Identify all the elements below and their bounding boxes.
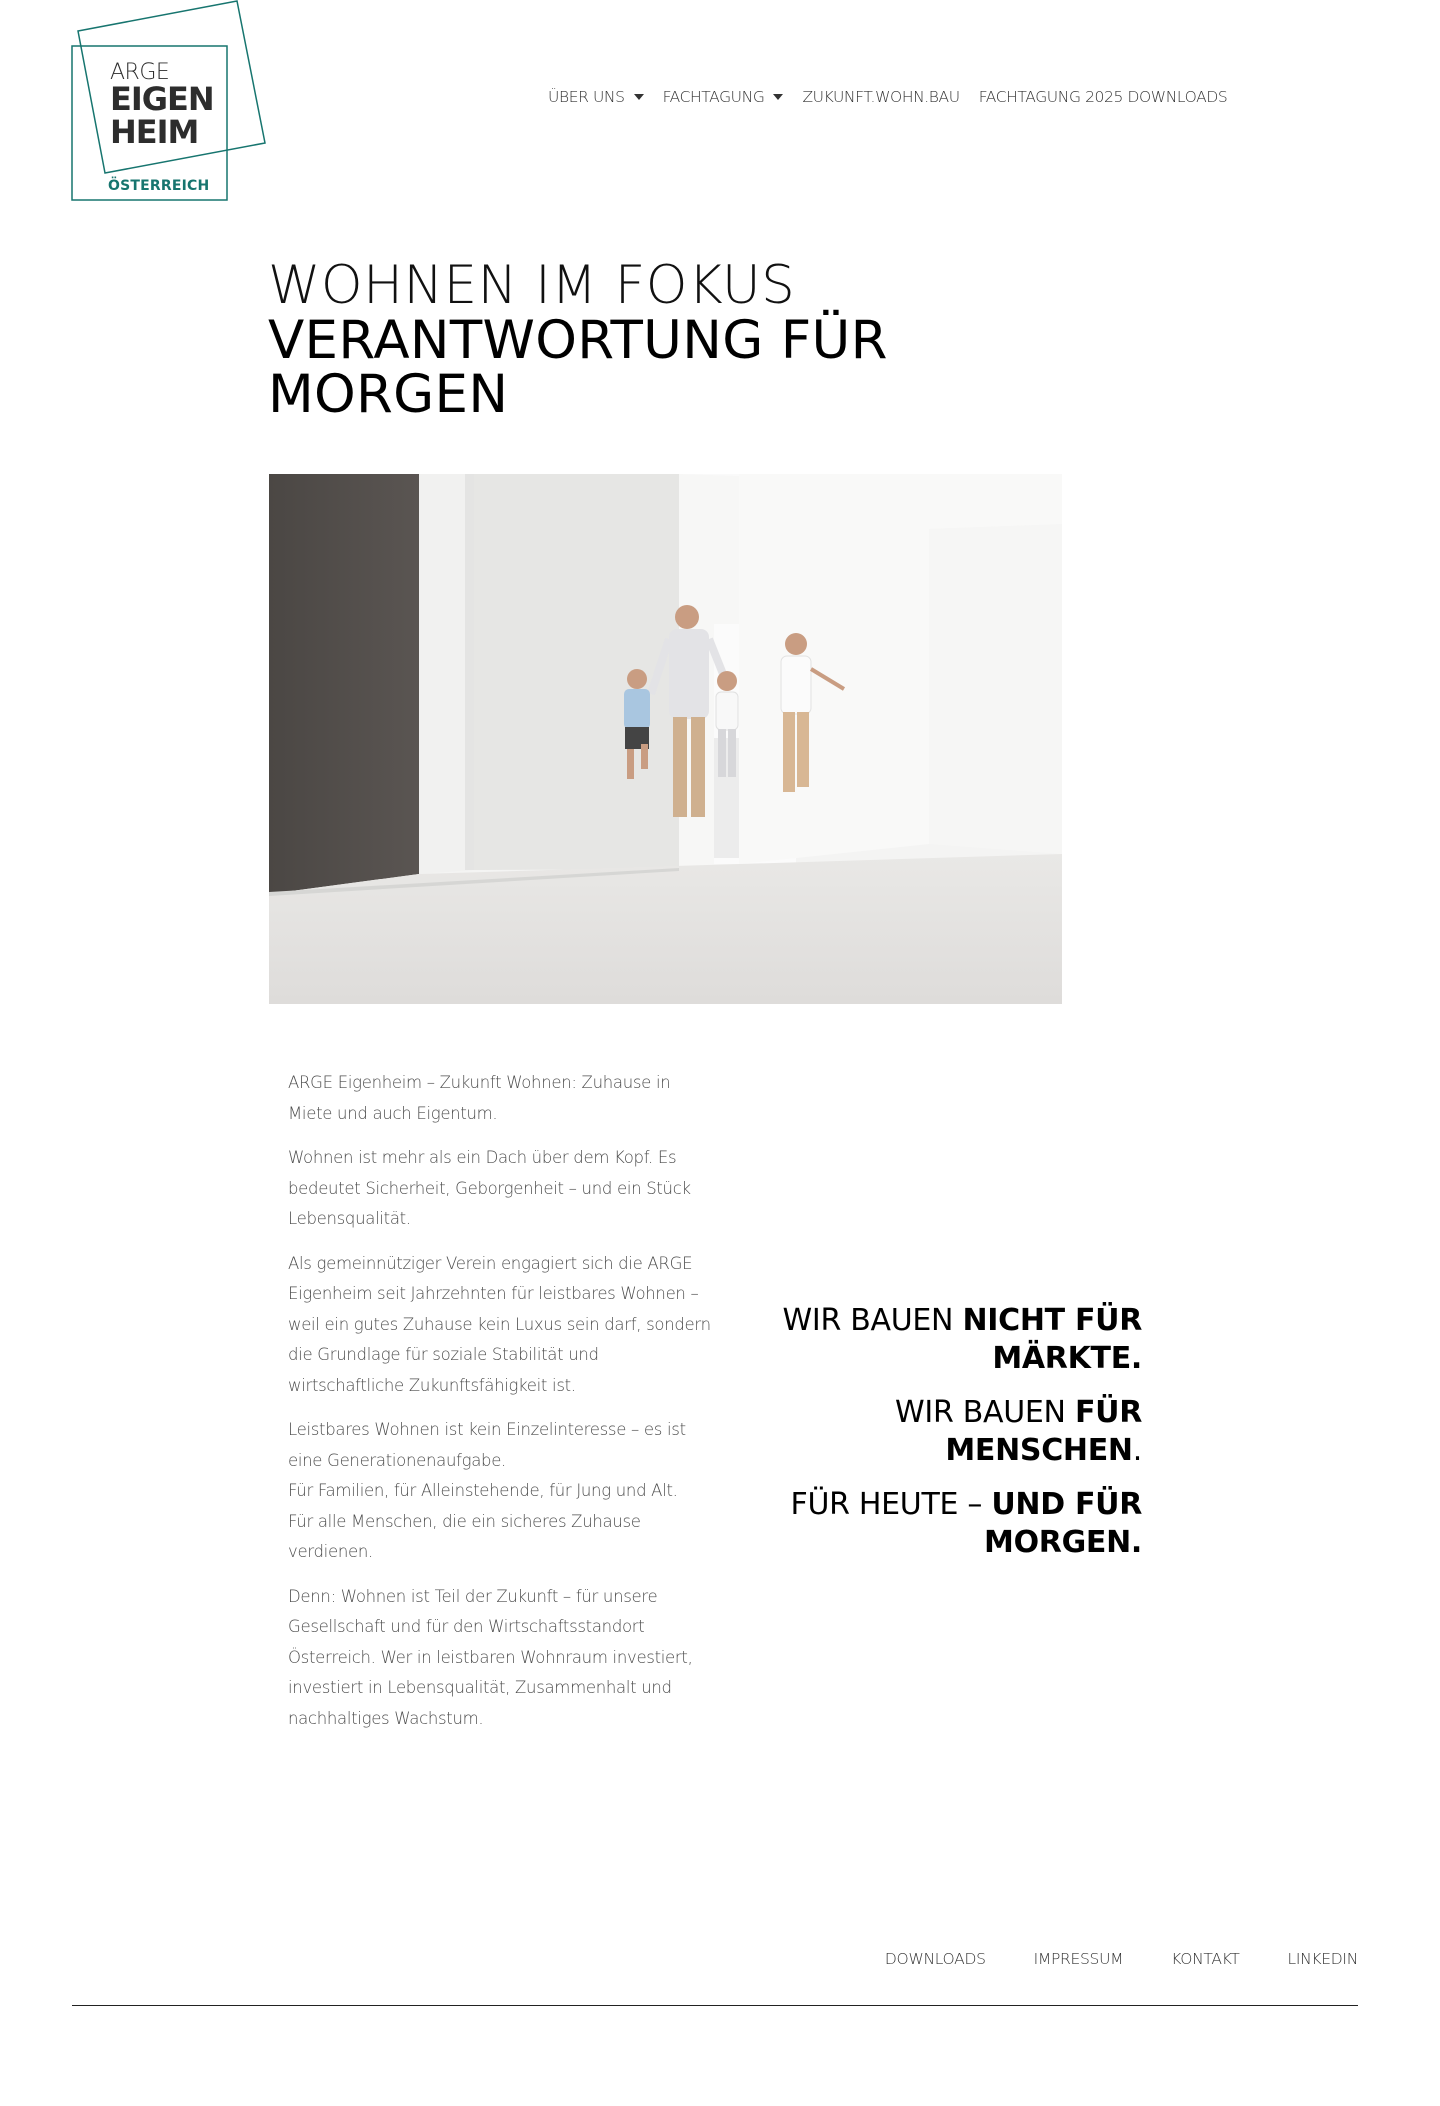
logo-eigen: EIGEN [110, 80, 214, 118]
nav-item-label: FACHTAGUNG 2025 DOWNLOADS [978, 88, 1228, 106]
nav-item-label: ÜBER UNS [548, 88, 625, 106]
footer-divider [72, 2005, 1358, 2006]
callout-line [740, 1486, 1142, 1562]
callout-bold-text: UND FÜR MORGEN. [984, 1487, 1142, 1560]
logo-heim: HEIM [110, 113, 199, 151]
nav-item-label: FACHTAGUNG [662, 88, 765, 106]
nav-item-label: ZUKUNFT.WOHN.BAU [802, 88, 960, 106]
callout-light-text: FÜR HEUTE – [790, 1487, 992, 1522]
logo-arge: ARGE [110, 60, 170, 85]
generations-line: Leistbares Wohnen ist kein Einzelinteresse – es ist eine Generationenaufgabe. [288, 1420, 686, 1470]
callout-line [740, 1302, 1142, 1378]
intro-paragraph: Wohnen ist mehr als ein Dach über dem Kopf. Es bedeutet Sicherheit, Geborgenheit – und ein Stück Lebensqualität. [288, 1148, 691, 1228]
intro-paragraph: Denn: Wohnen ist Teil der Zukunft – für unsere Gesellschaft und für den Wirtschaftsstandort Österreich. Wer in leistbaren Wohnraum investiert, investiert in Lebensqualität, Zusammenhalt und nachhaltiges Wachstum. [288, 1586, 693, 1728]
intro-paragraph: Als gemeinnütziger Verein engagiert sich die ARGE Eigenheim seit Jahrzehnten für leistbares Wohnen – weil ein gutes Zuhause kein Luxus sein darf, sondern die Grundlage für soziale Stabilität und wirtschaftliche Zukunftsfähigkeit ist. [288, 1253, 711, 1395]
intro-paragraph: ARGE Eigenheim – Zukunft Wohnen: Zuhause in Miete und auch Eigentum. [288, 1073, 671, 1123]
generations-paragraph [288, 1415, 718, 1568]
page-title-line1: WOHNEN IM FOKUS [268, 255, 796, 316]
footer-nav [837, 1950, 1358, 1968]
footer-link-downloads[interactable]: DOWNLOADS [884, 1950, 986, 1968]
chevron-down-icon [773, 94, 783, 100]
family-photo-icon [269, 474, 1062, 1004]
chevron-down-icon [634, 94, 644, 100]
nav-item-fachtagung-2025-downloads[interactable] [979, 88, 1228, 106]
hero-image [269, 474, 1062, 1004]
nav-item-fachtagung[interactable] [663, 88, 784, 106]
logo-country: ÖSTERREICH [108, 178, 210, 194]
page-title-line2: VERANTWORTUNG FÜR MORGEN [268, 310, 888, 425]
callout-bold-text: FÜR MENSCHEN [945, 1395, 1142, 1468]
nav-item-ueber-uns[interactable] [548, 88, 644, 106]
footer-link-linkedin[interactable]: LINKEDIN [1287, 1950, 1358, 1968]
callout-bold-text: NICHT FÜR MÄRKTE. [962, 1303, 1142, 1376]
intro-text [288, 1068, 718, 1748]
callout-light-text: WIR BAUEN [782, 1303, 963, 1338]
page-title [268, 255, 988, 425]
mission-callout [740, 1302, 1142, 1578]
callout-light-text: WIR BAUEN [895, 1395, 1075, 1430]
footer-link-impressum[interactable]: IMPRESSUM [1033, 1950, 1124, 1968]
generations-line: Für Familien, für Alleinstehende, für Jung und Alt. [288, 1481, 678, 1500]
main-nav [548, 88, 1227, 106]
callout-line [740, 1394, 1142, 1470]
footer-link-kontakt[interactable]: KONTAKT [1171, 1950, 1240, 1968]
callout-light-text: . [1132, 1433, 1142, 1468]
nav-item-zukunft-wohn-bau[interactable] [802, 88, 959, 106]
logo-link[interactable] [60, 0, 280, 210]
generations-line: Für alle Menschen, die ein sicheres Zuhause verdienen. [288, 1511, 641, 1561]
